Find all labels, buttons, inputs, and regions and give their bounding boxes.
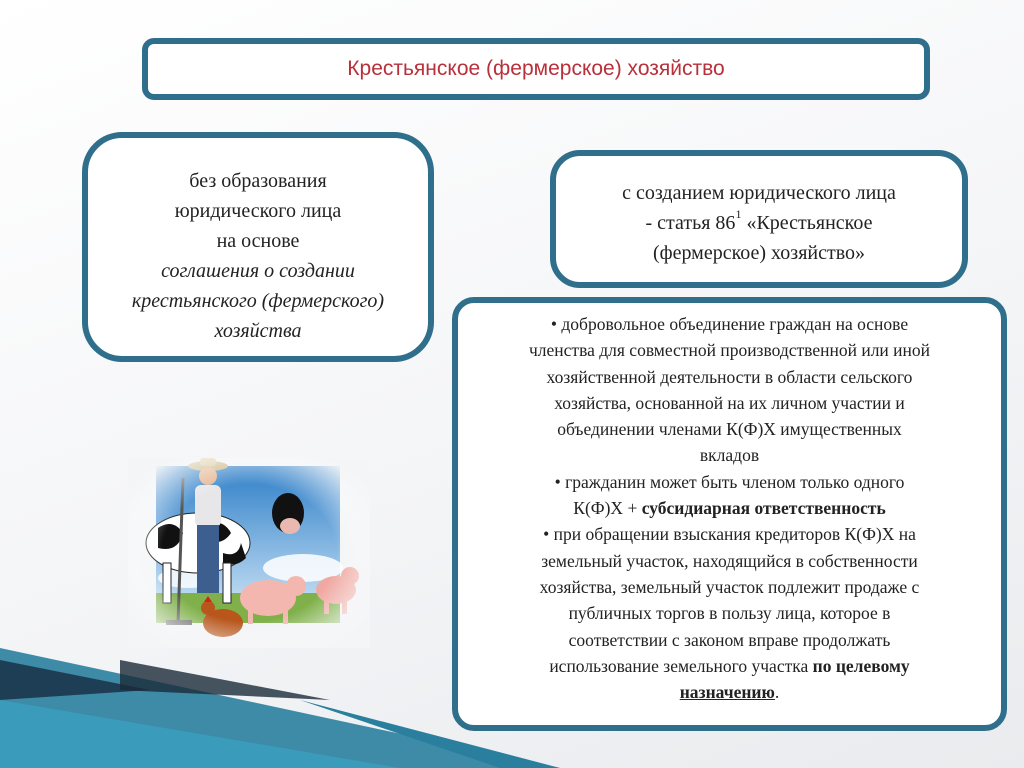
right-line: с созданием юридического лица (622, 182, 896, 204)
list-line: публичных торгов в пользу лица, которое в (568, 603, 891, 624)
list-line: хозяйства, основанной на их личном участии и (554, 392, 905, 413)
without-legal-entity-box (82, 132, 434, 362)
list-line (470, 679, 989, 705)
features-list-box (452, 297, 1007, 731)
left-line-italic: соглашения о создании (161, 260, 355, 282)
left-line: на основе (216, 230, 300, 252)
title-box (142, 38, 930, 100)
list-line: земельный участок, находящийся в собственности (541, 550, 918, 571)
right-line: (фермерское) хозяйство» (652, 242, 866, 264)
list-line: членства для совместной производственной или иной (528, 340, 931, 361)
list-text: использование земельного участка (549, 655, 813, 676)
list-line: вкладов (699, 445, 760, 466)
list-text: . (774, 682, 780, 703)
left-line-italic: крестьянского (фермерского) (131, 290, 385, 312)
list-line: хозяйства, земельный участок подлежит продаже с (539, 576, 920, 597)
list-line: соответствии с законом вправе продолжать (568, 629, 891, 650)
subsidiary-liability-text: субсидиарная ответственность (641, 498, 886, 519)
list-line: хозяйственной деятельности в области сельского (546, 366, 913, 387)
farmer-with-animals-illustration (128, 458, 370, 648)
list-line (470, 653, 989, 679)
list-line (470, 495, 989, 521)
intended-purpose-underlined: назначению (679, 682, 775, 703)
list-line: • добровольное объединение граждан на основе (550, 314, 909, 334)
list-line: • гражданин может быть членом только одного (554, 471, 905, 492)
left-line: юридического лица (174, 200, 342, 222)
left-line-italic: хозяйства (214, 320, 302, 342)
with-legal-entity-box (550, 150, 968, 288)
list-text: К(Ф)Х + (573, 498, 642, 519)
right-line-article (556, 208, 962, 238)
intended-purpose-text: по целевому (812, 655, 910, 676)
list-line: • при обращении взыскания кредиторов К(Ф)Х на (543, 524, 916, 545)
left-line: без образования (189, 170, 327, 192)
page-title: Крестьянское (фермерское) хозяйство (347, 57, 725, 80)
article-name: «Крестьянское (741, 212, 873, 234)
list-line: объединении членами К(Ф)Х имущественных (557, 419, 902, 440)
article-text: - статья 86 (645, 212, 736, 234)
article-superscript: 1 (735, 207, 742, 221)
